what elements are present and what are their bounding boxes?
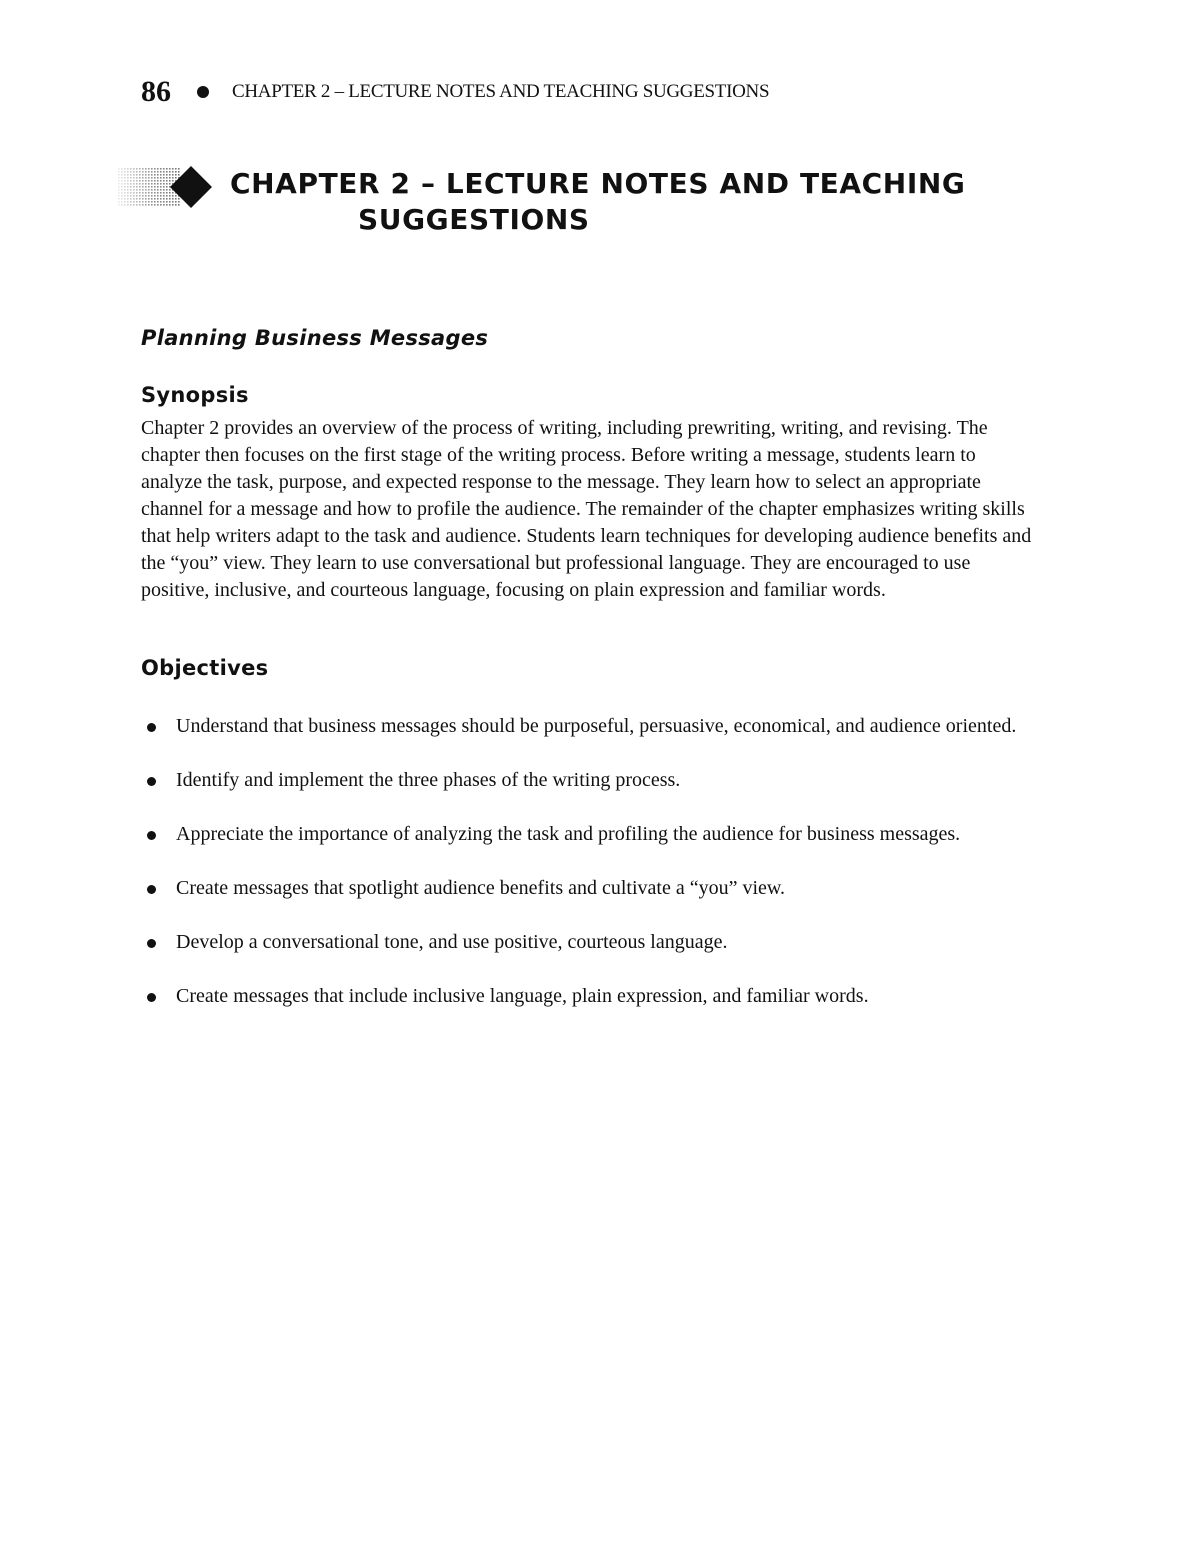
list-item — [141, 929, 1041, 956]
bullet-icon — [147, 939, 156, 948]
objective-text: Create messages that spotlight audience benefits and cultivate a “you” view. — [176, 877, 786, 899]
objectives-heading: Objectives — [141, 656, 269, 680]
chapter-heading-line2: SUGGESTIONS — [358, 203, 590, 236]
objective-text: Identify and implement the three phases of the writing process. — [176, 769, 681, 791]
list-item — [141, 983, 1041, 1010]
objective-text: Develop a conversational tone, and use positive, courteous language. — [176, 931, 728, 953]
list-item — [141, 713, 1041, 740]
bullet-icon — [147, 831, 156, 840]
bullet-icon — [147, 993, 156, 1002]
objective-text: Understand that business messages should be purposeful, persuasive, economical, and audience oriented. — [176, 715, 1017, 737]
bullet-icon — [197, 86, 209, 98]
running-title: CHAPTER 2 – LECTURE NOTES AND TEACHING SUGGESTIONS — [232, 81, 770, 102]
list-item — [141, 821, 1041, 848]
synopsis-heading: Synopsis — [141, 383, 249, 407]
objectives-list — [141, 713, 1041, 1037]
running-header — [141, 72, 769, 112]
section-title: Planning Business Messages — [141, 326, 489, 350]
bullet-icon — [147, 885, 156, 894]
list-item — [141, 767, 1041, 794]
bullet-icon — [147, 777, 156, 786]
list-item — [141, 875, 1041, 902]
chapter-heading — [230, 166, 1090, 238]
diamond-icon — [118, 162, 218, 212]
objective-text: Create messages that include inclusive language, plain expression, and familiar words. — [176, 985, 869, 1007]
objective-text: Appreciate the importance of analyzing the task and profiling the audience for business messages. — [176, 823, 961, 845]
chapter-heading-line1: CHAPTER 2 – LECTURE NOTES AND TEACHING — [230, 167, 966, 200]
synopsis-paragraph: Chapter 2 provides an overview of the process of writing, including prewriting, writing, and revising. The chapter then focuses on the first stage of the writing process. Before writing a message, students learn to analyze the task, purpose, and expected response to the message. They learn how to select an appropriate channel for a message and how to profile the audience. The remainder of the chapter emphasizes writing skills that help writers adapt to the task and audience. Students learn techniques for developing audience benefits and the “you” view. They learn to use conversational but professional language. They are encouraged to use positive, inclusive, and courteous language, focusing on plain expression and familiar words. — [141, 417, 1032, 601]
page-number: 86 — [141, 75, 171, 108]
bullet-icon — [147, 723, 156, 732]
